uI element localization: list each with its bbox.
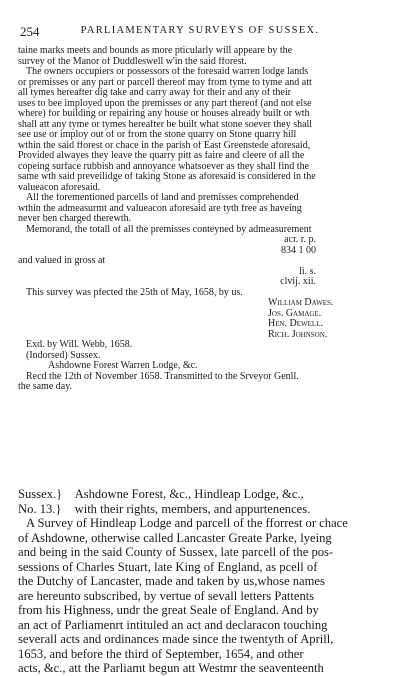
running-title: PARLIAMENTARY SURVEYS OF SUSSEX. [80, 25, 320, 36]
signatory: Hen. Dewell. [268, 319, 323, 329]
text-line: never ben charged therewth. [18, 214, 132, 224]
text-line: an act of Parliamenrt intituled an act and declaracon touching [18, 617, 328, 632]
text-line: 1653, and before the third of September, 1654, and other [18, 646, 304, 661]
signatory: Rich. Johnson. [268, 329, 328, 340]
page-number: 254 [20, 24, 40, 39]
text-line: This survey was pfected the 25th of May, 1658, by us. [26, 287, 243, 298]
text-line: The owners occupiers or possessors of the foresaid warren lodge lands [26, 67, 309, 77]
text-line: of Ashdowne, otherwise called Lancaster Greate Parke, lyeing [18, 530, 332, 545]
warren-lodge-survey-text [18, 46, 386, 393]
brace-icon: } [55, 501, 62, 516]
text-line: all tymes hereafter dig take and carry away for their and any of their [18, 88, 291, 98]
receipt-line: Recd the 12th of November 1658. Transmitted to the Srveyor Genll. [26, 371, 299, 382]
text-line: the Dutchy of Lancaster, made and taken by us,whose names [18, 574, 325, 588]
hindleap-survey-text [18, 487, 386, 676]
text-line: same wth said preveilidge of taking Stone as aforesaid is considered in the [18, 172, 316, 182]
running-header [20, 24, 380, 38]
text-line: acts, &c., att the Parliamt begun att Westmr the seaventeenth [18, 661, 324, 675]
text-line: and valued in gross at [18, 256, 106, 266]
text-line: copeing surface rubbish and annoyance whatsoever as they shall find the [18, 161, 310, 172]
signatory: Jos. Gamage. [268, 308, 322, 319]
value-total: clvij. xii. [280, 277, 316, 287]
text-line: and being in the said County of Sussex, late parcell of the pos- [18, 545, 334, 559]
measure-units: acr. r. p. [284, 235, 316, 245]
value-units: li. s. [299, 266, 316, 277]
text-line: valueacon aforesaid. [18, 182, 101, 193]
text-line: where) for building or repairing any house or houses already built or wth [18, 109, 310, 119]
text-line: see use or imploy out of or from the stone quarry on Stone quarry hill [18, 130, 297, 140]
text-line: Provided alwayes they leave the quarry pitt as faire and cleere of all the [18, 151, 305, 161]
text-line: Memorand, the totall of all the premisses conteyned by admeasurement [26, 224, 312, 235]
section-heading-line [18, 487, 386, 502]
text-line: survey of the Manor of Duddleswell w'in the said fforest. [18, 56, 247, 67]
signatory: William Dawes. [268, 298, 334, 308]
text-line: sessions of Charles Stuart, late King of England, as pcell of [18, 559, 318, 574]
text-line: from his Highness, undr the great Seale of England. And by [18, 603, 319, 617]
section-subheading: with their rights, members, and appurtenences. [74, 501, 311, 516]
measure-total: 834 1 00 [281, 245, 316, 256]
county-label: Sussex. [18, 487, 57, 501]
text-line: severall acts and ordinances made since the twentyth of Aprill, [18, 632, 334, 646]
text-line: wthin the admeasurmt and valueacon aforesaid are tyth free as haveing [18, 203, 302, 214]
text-line: shall att any tyme or tymes hereafter be built what stone soever they shall [18, 119, 313, 130]
text-line: wthin the said fforest or chace in the parish of East Greenstede aforesaid, [18, 140, 311, 151]
text-line: uses to bee imployed upon the premisses or any part thereof (and not else [18, 98, 312, 109]
section-heading: Ashdowne Forest, &c., Hindleap Lodge, &c., [74, 487, 304, 501]
text-line: A Survey of Hindleap Lodge and parcell of the fforrest or chace [26, 516, 348, 530]
section-number: No. 13. [18, 501, 56, 516]
examined-line: Exd. by Will. Webb, 1658. [26, 340, 133, 350]
section-heading-line [18, 502, 386, 517]
text-line: All the forementioned parcells of land and premisses comprehended [26, 193, 299, 203]
text-line: the same day. [18, 382, 73, 392]
endorsement-line: Ashdowne Forest Warren Lodge, &c. [48, 361, 198, 371]
brace-icon: } [56, 487, 63, 501]
text-line: are hereunto subscribed, by vertue of sevall letters Pattents [18, 588, 315, 603]
endorsement-line: (Indorsed) Sussex. [26, 350, 101, 361]
text-line: or premisses or any part or parcell thereof may from tyme to tyme and att [18, 77, 312, 88]
text-line: taine marks meets and bounds as more pticularly will appeare by the [18, 46, 293, 56]
